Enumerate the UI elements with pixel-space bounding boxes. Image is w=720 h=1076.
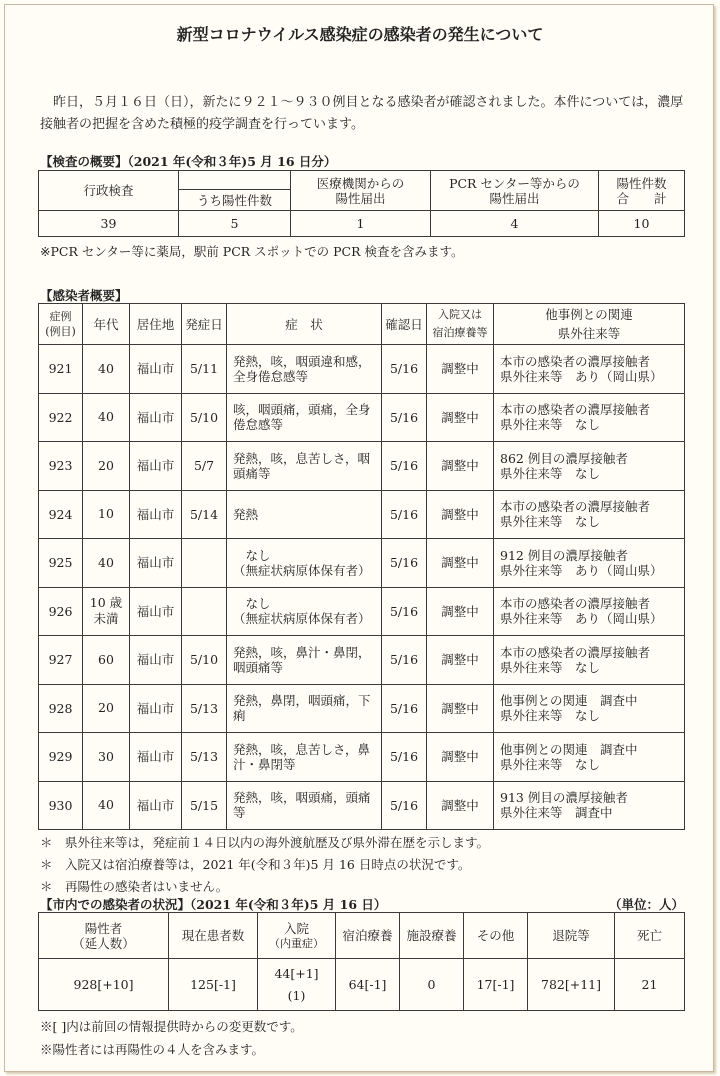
case-hospital: 調整中: [427, 345, 494, 394]
case-note: ＊ 再陽性の感染者はいません。: [40, 879, 229, 894]
test-note: ※PCR センター等に薬局，駅前 PCR スポットでの PCR 検査を含みます。: [40, 244, 464, 259]
case-relation: 913 例目の濃厚接触者 県外往来等 調査中: [494, 781, 685, 830]
case-hospital: 調整中: [427, 733, 494, 782]
case-confirmed: 5/16: [382, 684, 427, 733]
case-hospital: 調整中: [427, 636, 494, 685]
test-value-total: 10: [599, 211, 685, 237]
case-relation: 本市の感染者の濃厚接触者 県外往来等 あり（岡山県）: [494, 345, 685, 394]
case-hospital: 調整中: [427, 781, 494, 830]
status-header-positive: 陽性者 （延人数）: [39, 913, 169, 959]
case-confirmed: 5/16: [382, 442, 427, 491]
intro-text: 昨日，５月１６日（日），新たに９２１～９３０例目となる感染者が確認されました。本件については，濃厚接触者の把握を含めた積極的疫学調査を行っています。: [40, 95, 684, 132]
case-id: 929: [39, 733, 83, 782]
test-summary-table: [38, 170, 685, 237]
case-row: [39, 733, 685, 782]
case-confirmed: 5/16: [382, 733, 427, 782]
test-header-medical: 医療機関からの 陽性届出: [291, 171, 431, 211]
status-value-hotel: 64[-1]: [336, 959, 400, 1011]
case-id: 921: [39, 345, 83, 394]
case-symptoms: 発熱，咳，鼻汁・鼻閉， 咽頭痛等: [227, 636, 382, 685]
case-age: 40: [83, 781, 130, 830]
case-symptoms: 発熱: [227, 490, 382, 539]
case-residence: 福山市: [130, 587, 182, 636]
case-age: 20: [83, 442, 130, 491]
status-header-discharged: 退院等: [528, 913, 615, 959]
case-age: 60: [83, 636, 130, 685]
case-id: 923: [39, 442, 83, 491]
test-summary-heading: 【検査の概要】（2021 年(令和３年)5 月 16 日分）: [40, 154, 337, 169]
case-id: 928: [39, 684, 83, 733]
case-confirmed: 5/16: [382, 587, 427, 636]
case-onset: 5/11: [182, 345, 227, 394]
cases-header-id: 症例 (例目): [39, 304, 83, 345]
status-header-death: 死亡: [615, 913, 685, 959]
case-row: [39, 442, 685, 491]
case-age: 40: [83, 345, 130, 394]
cases-table: [38, 303, 685, 830]
case-residence: 福山市: [130, 490, 182, 539]
case-onset: 5/10: [182, 636, 227, 685]
case-confirmed: 5/16: [382, 636, 427, 685]
case-residence: 福山市: [130, 636, 182, 685]
case-residence: 福山市: [130, 345, 182, 394]
case-symptoms: 発熱，咳，息苦しさ，咽 頭痛等: [227, 442, 382, 491]
case-row: [39, 539, 685, 588]
status-heading: 【市内での感染者の状況】（2021 年(令和３年)5 月 16 日）: [40, 897, 387, 912]
case-residence: 福山市: [130, 442, 182, 491]
case-row: [39, 587, 685, 636]
case-id: 926: [39, 587, 83, 636]
case-relation: 他事例との関連 調査中 県外往来等 なし: [494, 733, 685, 782]
cases-header-confirmed: 確認日: [382, 304, 427, 345]
status-header-hotel: 宿泊療養: [336, 913, 400, 959]
test-value-medical: 1: [291, 211, 431, 237]
cases-header-residence: 居住地: [130, 304, 182, 345]
status-unit: （単位：人）: [608, 897, 684, 912]
cases-header-relation: 他事例との関連 県外往来等: [494, 304, 685, 345]
status-value-positive: 928[+10]: [39, 959, 169, 1011]
status-table: [38, 912, 685, 1011]
status-value-other: 17[-1]: [464, 959, 528, 1011]
case-age: 10 歳 未満: [83, 587, 130, 636]
case-age: 40: [83, 539, 130, 588]
case-symptoms: 発熱，鼻閉，咽頭痛，下 痢: [227, 684, 382, 733]
case-row: [39, 345, 685, 394]
case-row: [39, 393, 685, 442]
case-row: [39, 636, 685, 685]
status-value-discharged: 782[+11]: [528, 959, 615, 1011]
status-value-hospital-sub: (1): [287, 987, 306, 1003]
case-onset: 5/13: [182, 733, 227, 782]
status-value-hospital: 44[+1]: [274, 965, 319, 981]
case-symptoms: 咳，咽頭痛，頭痛，全身 倦怠感等: [227, 393, 382, 442]
case-confirmed: 5/16: [382, 539, 427, 588]
case-row: [39, 490, 685, 539]
case-row: [39, 781, 685, 830]
test-value-pcr: 4: [431, 211, 599, 237]
case-relation: 862 例目の濃厚接触者 県外往来等 なし: [494, 442, 685, 491]
case-id: 930: [39, 781, 83, 830]
case-hospital: 調整中: [427, 684, 494, 733]
case-hospital: 調整中: [427, 442, 494, 491]
case-age: 20: [83, 684, 130, 733]
case-residence: 福山市: [130, 393, 182, 442]
case-residence: 福山市: [130, 781, 182, 830]
test-header-positive: うち陽性件数: [179, 190, 291, 211]
case-symptoms: なし （無症状病原体保有者）: [227, 587, 382, 636]
case-hospital: 調整中: [427, 490, 494, 539]
case-confirmed: 5/16: [382, 781, 427, 830]
cases-header-hospital: 入院又は 宿泊療養等: [427, 304, 494, 345]
case-relation: 他事例との関連 調査中 県外往来等 なし: [494, 684, 685, 733]
case-note: ＊ 県外往来等は，発症前１４日以内の海外渡航歴及び県外滞在歴を示します。: [40, 835, 490, 850]
case-age: 40: [83, 393, 130, 442]
case-age: 10: [83, 490, 130, 539]
case-hospital: 調整中: [427, 539, 494, 588]
case-note: ＊ 入院又は宿泊療養等は，2021 年(令和３年)5 月 16 日時点の状況です。: [40, 857, 471, 872]
case-hospital: 調整中: [427, 393, 494, 442]
status-value-death: 21: [615, 959, 685, 1011]
case-relation: 912 例目の濃厚接触者 県外往来等 あり（岡山県）: [494, 539, 685, 588]
case-relation: 本市の感染者の濃厚接触者 県外往来等 なし: [494, 636, 685, 685]
case-onset: 5/15: [182, 781, 227, 830]
case-confirmed: 5/16: [382, 490, 427, 539]
status-value-current: 125[-1]: [169, 959, 258, 1011]
test-header-admin: 行政検査: [39, 171, 179, 211]
case-onset: [182, 587, 227, 636]
case-relation: 本市の感染者の濃厚接触者 県外往来等 なし: [494, 393, 685, 442]
test-header-pcr: PCR センター等からの 陽性届出: [431, 171, 599, 211]
case-residence: 福山市: [130, 733, 182, 782]
page-title: 新型コロナウイルス感染症の感染者の発生について: [176, 25, 544, 44]
case-confirmed: 5/16: [382, 345, 427, 394]
status-value-facility: 0: [400, 959, 464, 1011]
case-onset: 5/10: [182, 393, 227, 442]
status-header-hospital-sub: （内重症）: [269, 936, 324, 950]
case-id: 925: [39, 539, 83, 588]
status-note-1: ※[ ]内は前回の情報提供時からの変更数です。: [40, 1019, 303, 1034]
cases-header-age: 年代: [83, 304, 130, 345]
cases-heading: 【感染者概要】: [40, 288, 128, 303]
case-symptoms: 発熱，咳，咽頭痛，頭痛 等: [227, 781, 382, 830]
case-onset: 5/13: [182, 684, 227, 733]
case-onset: [182, 539, 227, 588]
case-residence: 福山市: [130, 684, 182, 733]
case-symptoms: 発熱，咳，咽頭違和感， 全身倦怠感等: [227, 345, 382, 394]
case-relation: 本市の感染者の濃厚接触者 県外往来等 なし: [494, 490, 685, 539]
case-id: 924: [39, 490, 83, 539]
status-header-hospital: 入院: [283, 920, 309, 936]
cases-header-symptoms: 症 状: [227, 304, 382, 345]
case-hospital: 調整中: [427, 587, 494, 636]
case-symptoms: 発熱，咳，息苦しさ，鼻 汁・鼻閉等: [227, 733, 382, 782]
test-value-admin: 39: [39, 211, 179, 237]
case-age: 30: [83, 733, 130, 782]
test-header-total: 陽性件数 合 計: [599, 171, 685, 211]
case-onset: 5/14: [182, 490, 227, 539]
case-confirmed: 5/16: [382, 393, 427, 442]
test-value-positive: 5: [179, 211, 291, 237]
case-id: 927: [39, 636, 83, 685]
case-id: 922: [39, 393, 83, 442]
status-header-other: その他: [464, 913, 528, 959]
cases-header-onset: 発症日: [182, 304, 227, 345]
status-header-facility: 施設療養: [400, 913, 464, 959]
status-note-2: ※陽性者には再陽性の４人を含みます。: [40, 1042, 265, 1057]
case-onset: 5/7: [182, 442, 227, 491]
case-symptoms: なし （無症状病原体保有者）: [227, 539, 382, 588]
case-relation: 本市の感染者の濃厚接触者 県外往来等 あり（岡山県）: [494, 587, 685, 636]
case-residence: 福山市: [130, 539, 182, 588]
case-row: [39, 684, 685, 733]
status-header-current: 現在患者数: [169, 913, 258, 959]
